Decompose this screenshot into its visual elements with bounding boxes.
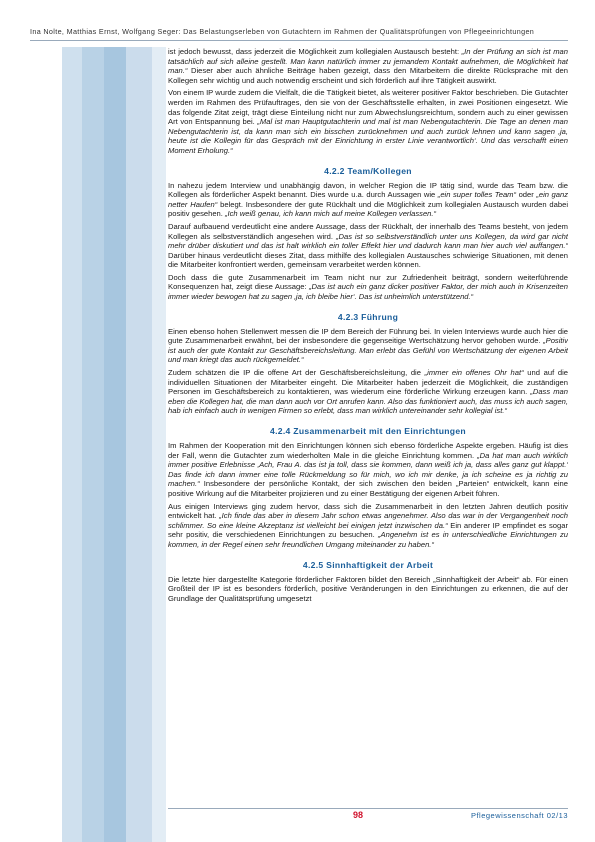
section-heading-sinnhaftigkeit: 4.2.5 Sinnhaftigkeit der Arbeit [302, 559, 434, 570]
margin-stripe-6 [152, 47, 166, 842]
margin-stripe-2 [62, 47, 82, 842]
paragraph: Doch dass die gute Zusammenarbeit im Team nicht nur zur Zufriedenheit beiträgt, sondern weiterführende Konsequenzen hat, zeigt diese Aussage: „Das ist auch ein ganz dicker positiver Faktor, der mich auch in Krisenzeiten immer wieder bewogen hat zu sagen ‚ja, ich bleibe hier‘. Das ist unheimlich unterstützend.“ [168, 272, 568, 302]
paragraph: Zudem schätzen die IP die offene Art der Geschäftsbereichsleitung, die „immer ein offenes Ohr hat“ und auf die individuellen Situationen der Mitarbeiter eingeht. Die Mitarbeiter haben jederzeit die Möglichkeit, die zuständigen Personen im Geschäftsbereich zu kontaktieren, was wiederum eine förderliche Wirkung erzeugen kann. „Dass man eben die Kollegen hat, die man dann auch vor Ort anrufen kann. Also das funktioniert auch, das muss ich auch sagen, hab ich einfach auch in wenigen Firmen so erlebt, dass man wirklich untereinander sehr kollegial ist.“ [168, 368, 568, 416]
margin-stripe-1 [0, 47, 62, 842]
page-footer [168, 808, 568, 823]
header-rule [30, 40, 568, 41]
paragraph: Aus einigen Interviews ging zudem hervor, dass sich die Zusammenarbeit in den letzten Jahren deutlich positiv entwickelt hat. „Ich finde das aber in diesem Jahr schon etwas angenehmer. Also das war in der Vergangenheit noch schlimmer. So eine kleine Akzeptanz ist vielleicht bei einigen jetzt inzwischen da.“ Ein anderer IP empfindet es sogar sehr positiv, die verschiedenen Einrichtungen zu besuchen. „Angenehm ist es in unterschiedliche Einrichtungen zu kommen, in der Regel einen sehr freundlichen Umgang miteinander zu haben.“ [168, 501, 568, 549]
margin-stripe-5 [126, 47, 152, 842]
paragraph: Von einem IP wurde zudem die Vielfalt, die die Tätigkeit bietet, als weiterer positiver Faktor beschrieben. Die Gutachter werden im Rahmen des Prüfauftrages, den sie von der Geschäftsstelle erhalten, in zwei Positionen eingesetzt. Wie das folgende Zitat zeigt, trägt diese Einteilung nicht nur zum Abwechslungsreichtum, sondern auch zu einer gewissen Art von Entspannung bei. „Mal ist man Hauptgutachterin und mal ist man Nebengutachterin. Die Tage an denen man Nebengutachterin ist, da kann man sich ein bisschen zurücknehmen und auch zurück lehnen und kann sagen ‚ja, heute ist die Kollegin für das Gespräch mit der Einrichtung in erster Linie verantwortlich‘. Und das verschafft einen Moment Erholung.“ [168, 88, 568, 155]
paragraph: Im Rahmen der Kooperation mit den Einrichtungen können sich ebenso förderliche Aspekte ergeben. Häufig ist dies der Fall, wenn die Gutachter zum wiederholten Male in die gleiche Einrichtung kommen. „Da hat man auch wirklich immer positive Erlebnisse ‚Ach, Frau A. das ist ja toll, dass sie kommen, dann weiß ich ja, dass alles ganz gut klappt.‘ Das finde ich dann immer eine tolle Rückmeldung so für mich, wo ich mir denke, ja ich scheine es ja richtig zu machen.“ Insbesondere der persönliche Kontakt, der sich zwischen den beiden „Parteien“ entwickelt, kann eine positive Wirkung auf die Mitarbeiter projizieren und zu einer Bestätigung der eigenen Arbeit führen. [168, 441, 568, 498]
section-heading-fuehrung: 4.2.3 Führung [337, 311, 399, 322]
paragraph: ist jedoch bewusst, dass jederzeit die Möglichkeit zum kollegialen Austausch besteht: „In der Prüfung an sich ist man tatsächlich auf sich alleine gestellt. Man kann natürlich immer zu jemandem Kontakt aufnehmen, die Möglichkeit hat man.“ Dieser aber auch ähnliche Beiträge haben gezeigt, dass den Mitarbeitern die direkte Rücksprache mit den Kollegen sehr wichtig und auch notwendig erscheint und sich förderlich auf ihre Tätigkeit auswirkt. [168, 47, 568, 85]
section-heading-team: 4.2.2 Team/Kollegen [324, 165, 412, 176]
paragraph: Die letzte hier dargestellte Kategorie förderlicher Faktoren bildet den Bereich „Sinnhaftigkeit der Arbeit“ ab. Für einen Großteil der IP ist es besonders förderlich, positive Veränderungen in den Einrichtungen zu erkennen, die auf der Grundlage der Qualitätsprüfung umgesetzt [168, 574, 568, 603]
paragraph: Einen ebenso hohen Stellenwert messen die IP dem Bereich der Führung bei. In vielen Interviews wurde auch hier die gute Zusammenarbeit erwähnt, bei der insbesondere die gegenseitige Wertschätzung hervor gehoben wurde. „Positiv ist auch der gute Kontakt zur Geschäftsbereichsleitung. Man erlebt das Gefühl von Wertschätzung der eigenen Arbeit und man kriegt das auch rückgemeldet.“ [168, 326, 568, 365]
section-heading-einrichtungen: 4.2.4 Zusammenarbeit mit den Einrichtungen [270, 426, 466, 436]
page-number: 98 [353, 810, 364, 820]
article-body [168, 47, 568, 817]
margin-stripe-4 [104, 47, 126, 842]
paragraph: Darauf aufbauend verdeutlicht eine andere Aussage, dass der Rückhalt, der innerhalb des Teams besteht, von jedem Kollegen als selbstverständlich angesehen wird. „Das ist so selbstverständlich unter uns Kollegen, da wird gar nicht mehr drüber diskutiert und das ist halt wirklich ein toller Effekt hier und dadurch kann man hier auch viel auffangen.“ Darüber hinaus verdeutlicht dieses Zitat, dass mithilfe des kollegialen Austausches schwierige Situationen, mit denen die Mitarbeiter konfrontiert werden, gemeinsam verarbeitet werden können. [168, 221, 568, 270]
paragraph: In nahezu jedem Interview und unabhängig davon, in welcher Region die IP tätig sind, wurde das Team bzw. die Kollegen als förderlicher Aspekt benannt. Dies wurde u.a. durch Aussagen wie „ein super tolles Team“ oder „ein ganz netter Haufen“ belegt. Insbesondere der gute Rückhalt und die Möglichkeit zum kollegialen Austausch wurden dabei positiv gesehen. „Ich weiß genau, ich kann mich auf meine Kollegen verlassen.“ [168, 180, 568, 219]
running-title: Ina Nolte, Matthias Ernst, Wolfgang Seger: Das Belastungserleben von Gutachtern im Rahmen der Qualitätsprüfungen von Pflegeeinrichtungen [30, 27, 535, 36]
page-header [0, 0, 595, 47]
margin-stripe-3 [82, 47, 104, 842]
journal-issue: Pflegewissenschaft 02/13 [470, 811, 568, 820]
